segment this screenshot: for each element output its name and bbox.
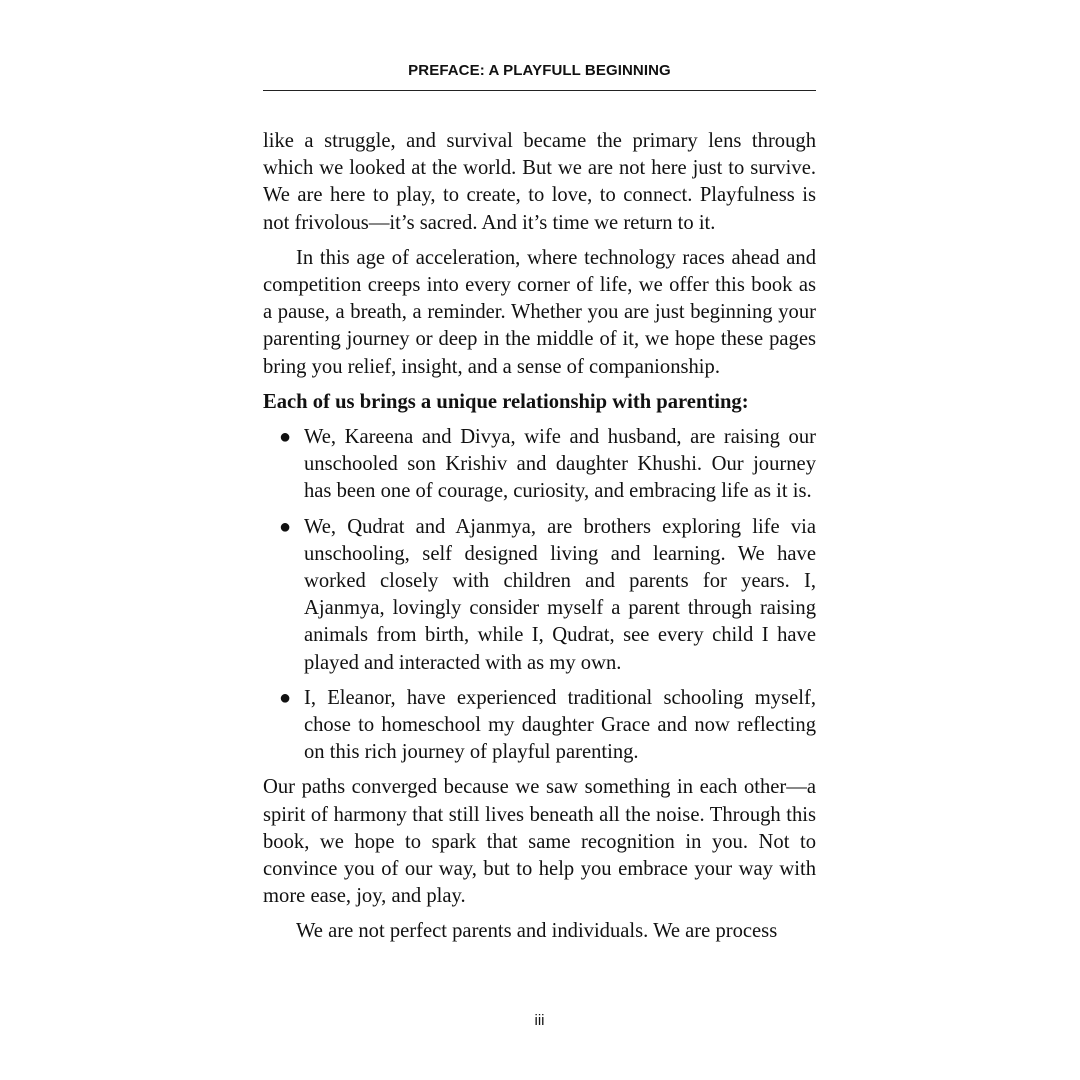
bullet-icon: ● [279,686,292,709]
running-head: PREFACE: A PLAYFULL BEGINNING [408,62,671,79]
paragraph: We are not perfect parents and individuals. We are process [296,920,778,943]
page-number: iii [534,1012,545,1029]
section-lead-heading: Each of us brings a unique relationship with parenting: [263,390,749,413]
paragraph: Our paths converged because we saw something in each other—a spirit of harmony that still lives beneath all the noise. Through this book, we hope to spark that same recognition in you. Not to convince you of our way, but to help you embrace your way with more ease, joy, and play. [263,776,816,908]
list-item-text: We, Kareena and Divya, wife and husband, are raising our unschooled son Krishiv and daughter Khushi. Our journey has been one of courage, curiosity, and embracing life as it is. [304,426,816,503]
paragraph: like a struggle, and survival became the primary lens through which we looked at the world. But we are not here just to survive. We are here to play, to create, to love, to connect. Playfulness is not frivolous—it’s sacred. And it’s time we return to it. [263,130,816,234]
list-item-text: We, Qudrat and Ajanmya, are brothers exploring life via unschooling, self designed living and learning. We have worked closely with children and parents for years. I, Ajanmya, lovingly consider myself a parent through raising animals from birth, while I, Qudrat, see every child I have played and interacted with as my own. [304,515,816,674]
list-item [263,514,816,677]
paragraph: In this age of acceleration, where technology races ahead and competition creeps into every corner of life, we offer this book as a pause, a breath, a reminder. Whether you are just beginning your parenting journey or deep in the middle of it, we hope these pages bring you relief, insight, and a sense of companionship. [263,246,816,378]
list-item [263,424,816,506]
list-item [263,685,816,767]
header-rule [263,90,816,91]
list-item-text: I, Eleanor, have experienced traditional schooling myself, chose to homeschool my daughter Grace and now reflecting on this rich journey of playful parenting. [304,686,816,764]
page-body [263,128,816,954]
book-page [263,0,816,1080]
bullet-icon: ● [279,426,292,449]
bullet-list [263,424,816,766]
bullet-icon: ● [279,515,292,538]
